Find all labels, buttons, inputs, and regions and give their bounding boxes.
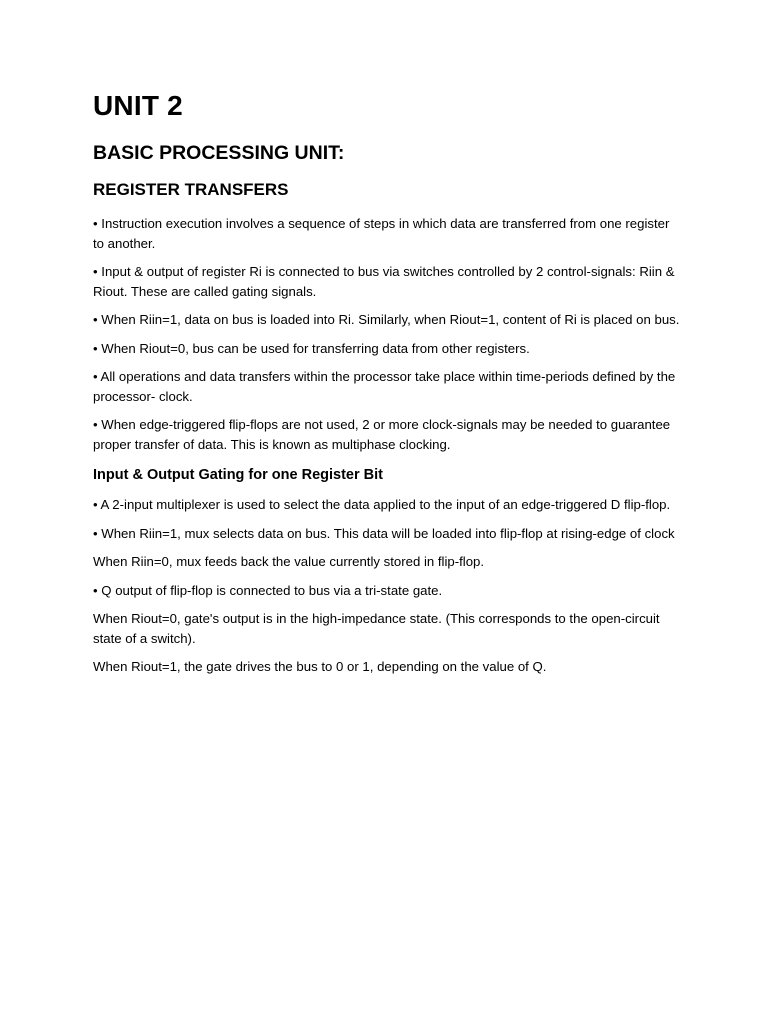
- paragraph: • When Riin=1, data on bus is loaded into Ri. Similarly, when Riout=1, content of Ri is placed on bus.: [93, 312, 680, 327]
- paragraph: When Riout=0, gate's output is in the high-impedance state. (This corresponds to the open-circuit state of a switch).: [93, 611, 660, 646]
- paragraph: • Input & output of register Ri is connected to bus via switches controlled by 2 control-signals: Riin & Riout. These are called gating signals.: [93, 264, 675, 299]
- paragraph: • Instruction execution involves a sequence of steps in which data are transferred from one register to another.: [93, 216, 670, 251]
- paragraph: When Riout=1, the gate drives the bus to 0 or 1, depending on the value of Q.: [93, 659, 547, 674]
- unit-title: UNIT 2: [93, 90, 183, 121]
- subsection-title: REGISTER TRANSFERS: [93, 180, 289, 199]
- section-title: BASIC PROCESSING UNIT:: [93, 142, 345, 164]
- paragraph: • Q output of flip-flop is connected to bus via a tri-state gate.: [93, 582, 443, 598]
- paragraph: • All operations and data transfers within the processor take place within time-periods defined by the processor- clock.: [93, 369, 676, 404]
- paragraph: • When Riout=0, bus can be used for transferring data from other registers.: [93, 340, 530, 356]
- paragraph: • When edge-triggered flip-flops are not used, 2 or more clock-signals may be needed to guarantee proper transfer of data. This is known as multiphase clocking.: [93, 417, 671, 452]
- paragraph: • When Riin=1, mux selects data on bus. This data will be loaded into flip-flop at rising-edge of clock: [93, 525, 675, 541]
- paragraph: When Riin=0, mux feeds back the value currently stored in flip-flop.: [93, 554, 485, 569]
- document-body: [93, 88, 683, 677]
- paragraph: • A 2-input multiplexer is used to select the data applied to the input of an edge-triggered D flip-flop.: [93, 497, 671, 512]
- gating-heading: Input & Output Gating for one Register Bit: [93, 467, 383, 483]
